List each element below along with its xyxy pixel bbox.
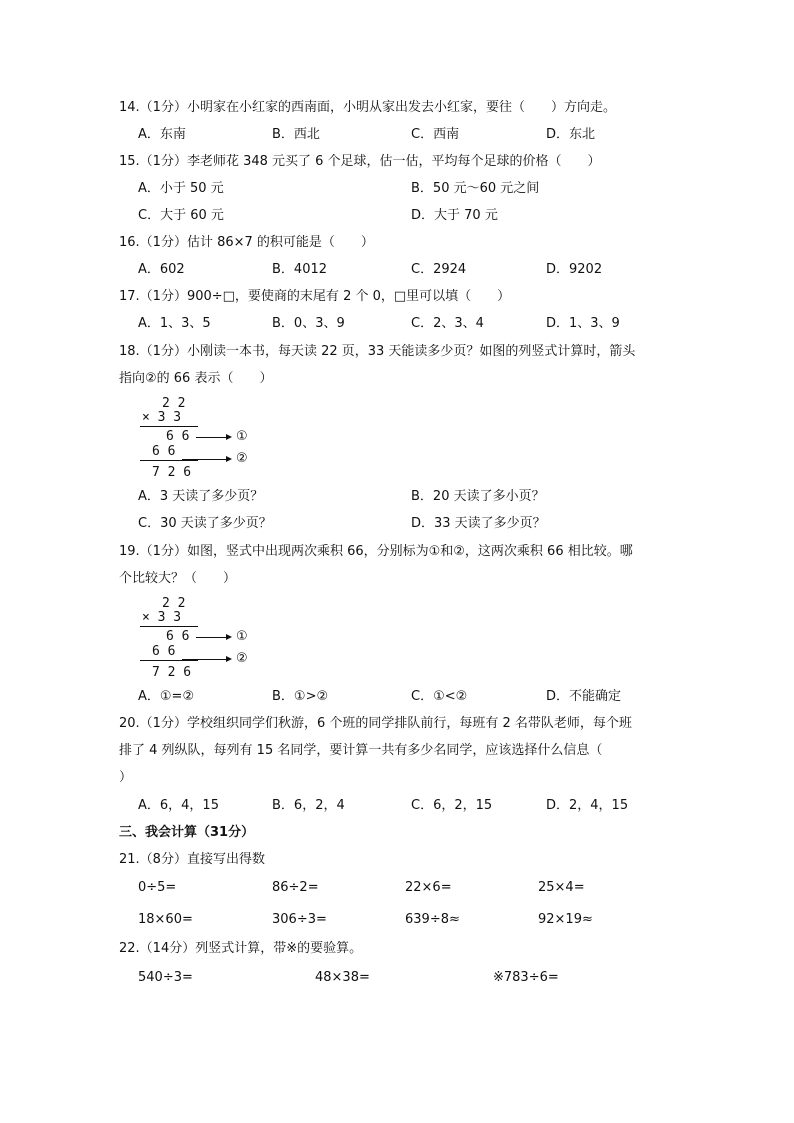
calc-item: 306÷3= [272, 912, 327, 927]
q15-option-b[interactable]: B．50 元～60 元之间 [411, 181, 540, 196]
q15-option-a[interactable]: A．小于 50 元 [138, 181, 224, 196]
q17-option-d[interactable]: D．1、3、9 [546, 316, 620, 331]
question-15-stem: 15.（1分）李老师花 348 元买了 6 个足球，估一估，平均每个足球的价格（ ） [119, 154, 601, 169]
q16-option-d[interactable]: D．9202 [546, 262, 603, 277]
question-17-stem: 17.（1分）900÷□，要使商的末尾有 2 个 0，□里可以填（ ） [119, 289, 511, 304]
q14-option-a[interactable]: A．东南 [138, 127, 186, 142]
calc-item: 18×60= [138, 912, 193, 927]
q18-option-c[interactable]: C．30 天读了多少页？ [138, 516, 272, 531]
product-result: 7 2 6 [152, 465, 192, 480]
calc-item: 639÷8≈ [405, 912, 460, 927]
question-22-stem: 22.（14分）列竖式计算，带※的要验算。 [119, 941, 363, 956]
q14-option-c[interactable]: C．西南 [411, 127, 460, 142]
q20-option-b[interactable]: B．6，2，4 [272, 798, 345, 813]
q15-option-c[interactable]: C．大于 60 元 [138, 208, 224, 223]
q17-option-a[interactable]: A．1、3、5 [138, 316, 211, 331]
calc-item: 86÷2= [272, 880, 319, 895]
calc-item: 0÷5= [138, 880, 177, 895]
divider-line [140, 660, 198, 661]
arrow-1 [196, 637, 230, 638]
vertical-multiplication-figure-2 [138, 595, 298, 681]
mark-circle-2: ② [236, 451, 248, 466]
q19-option-d[interactable]: D．不能确定 [546, 689, 622, 704]
partial-product-1: 6 6 [166, 629, 190, 644]
divider-line [140, 460, 198, 461]
q20-option-c[interactable]: C．6，2，15 [411, 798, 493, 813]
divider-line [140, 426, 198, 427]
calc-item: 540÷3= [138, 970, 193, 985]
partial-product-1: 6 6 [166, 429, 190, 444]
multiplier: × 3 3 [142, 610, 182, 625]
q19-option-b[interactable]: B．①>② [272, 689, 329, 704]
mark-circle-1: ① [236, 429, 248, 444]
product-result: 7 2 6 [152, 665, 192, 680]
multiplicand: 2 2 [162, 396, 186, 411]
question-18-stem-line1: 18.（1分）小刚读一本书，每天读 22 页，33 天能读多少页？如图的列竖式计算时，箭头 [119, 344, 636, 359]
mark-circle-1: ① [236, 629, 248, 644]
multiplicand: 2 2 [162, 596, 186, 611]
section-heading: 三、我会计算（31分） [119, 825, 255, 840]
divider-line [140, 626, 198, 627]
arrow-1 [196, 437, 230, 438]
question-14-stem: 14.（1分）小明家在小红家的西南面，小明从家出发去小红家，要往（ ）方向走。 [119, 100, 616, 115]
vertical-multiplication-figure-1 [138, 395, 298, 481]
q16-option-b[interactable]: B．4012 [272, 262, 328, 277]
q19-option-c[interactable]: C．①<② [411, 689, 468, 704]
calc-item: 25×4= [538, 880, 585, 895]
mark-circle-2: ② [236, 651, 248, 666]
q16-option-a[interactable]: A．602 [138, 262, 185, 277]
question-20-stem-line1: 20.（1分）学校组织同学们秋游，6 个班的同学排队前行，每班有 2 名带队老师，每个班 [119, 716, 632, 731]
q14-option-b[interactable]: B．西北 [272, 127, 320, 142]
question-21-stem: 21.（8分）直接写出得数 [119, 852, 265, 867]
q19-option-a[interactable]: A．①=② [138, 689, 195, 704]
question-20-stem-line2: 排了 4 列纵队，每列有 15 名同学，要计算一共有多少名同学，应该选择什么信息（ [119, 743, 603, 758]
arrow-2 [182, 659, 230, 660]
partial-product-2: 6 6 [152, 644, 176, 659]
calc-item: 92×19≈ [538, 912, 593, 927]
question-20-stem-line3: ） [119, 770, 133, 785]
question-19-stem-line1: 19.（1分）如图，竖式中出现两次乘积 66，分别标为①和②，这两次乘积 66 相比较。哪 [119, 544, 633, 559]
question-19-stem-line2: 个比较大？（ ） [119, 571, 237, 586]
multiplier: × 3 3 [142, 410, 182, 425]
q16-option-c[interactable]: C．2924 [411, 262, 467, 277]
partial-product-2: 6 6 [152, 444, 176, 459]
calc-item: ※783÷6= [493, 970, 559, 985]
q18-option-b[interactable]: B．20 天读了多小页？ [411, 489, 545, 504]
question-18-stem-line2: 指向②的 66 表示（ ） [119, 371, 273, 386]
arrow-2 [182, 459, 230, 460]
calc-item: 48×38= [315, 970, 370, 985]
q18-option-a[interactable]: A．3 天读了多少页？ [138, 489, 264, 504]
q20-option-d[interactable]: D．2，4，15 [546, 798, 629, 813]
question-16-stem: 16.（1分）估计 86×7 的积可能是（ ） [119, 235, 374, 250]
q20-option-a[interactable]: A．6，4，15 [138, 798, 219, 813]
calc-item: 22×6= [405, 880, 452, 895]
q17-option-b[interactable]: B．0、3、9 [272, 316, 345, 331]
q18-option-d[interactable]: D．33 天读了多少页？ [411, 516, 546, 531]
q15-option-d[interactable]: D．大于 70 元 [411, 208, 498, 223]
q14-option-d[interactable]: D．东北 [546, 127, 596, 142]
q17-option-c[interactable]: C．2、3、4 [411, 316, 484, 331]
